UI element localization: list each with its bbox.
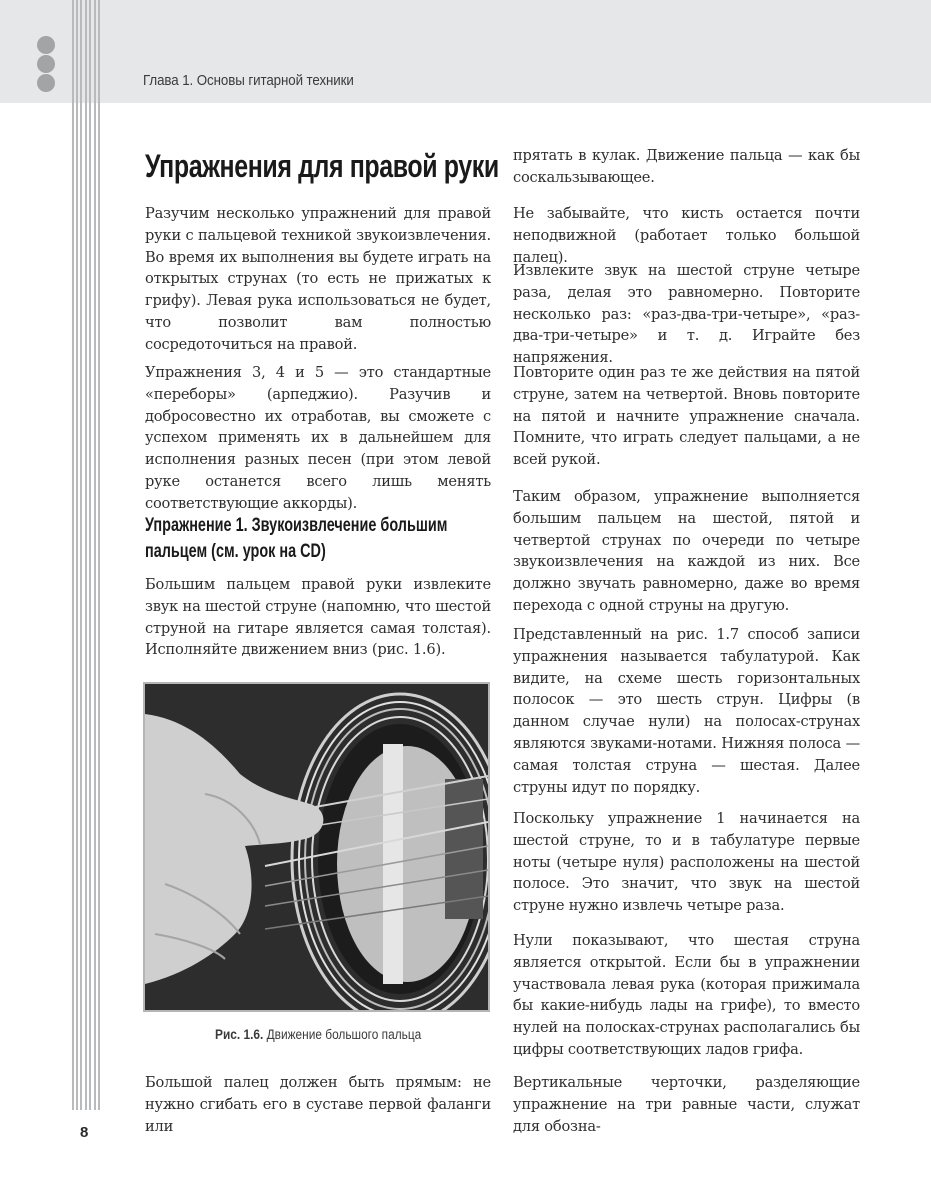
page-number: 8 [80, 1124, 89, 1141]
paragraph: прятать в кулак. Движение пальца — как бы соскальзывающее. [513, 147, 860, 186]
paragraph: Разучим несколько упражнений для правой руки с пальцевой техникой звукоизвлечения. Во время их выполнения вы будете играть на открытых струнах (то есть не прижатых к грифу). Левая рука использоваться не будет, что позволит вам полностью сосредоточиться на правой. [145, 205, 491, 353]
decor-line [80, 0, 82, 1110]
decor-line [85, 0, 87, 1110]
decor-line [72, 0, 74, 1110]
paragraph: Повторите один раз те же действия на пятой струне, затем на четвертой. Вновь повторите на пятой и начните упражнение сначала. Помните, что играть следует пальцами, а не всей рукой. [513, 364, 860, 469]
figure-caption [145, 1027, 491, 1042]
paragraph: Поскольку упражнение 1 начинается на шестой струне, то и в табулатуре первые ноты (четыре нуля) расположены на шестой полосе. Это значит, что звук на шестой струне нужно извлечь четыре раза. [513, 810, 860, 915]
decor-string-lines [71, 0, 101, 1110]
paragraph: Извлеките звук на шестой струне четыре раза, делая это равномерно. Повторите несколько раз: «раз-два-три-четыре», «раз-два-три-четыре» и т. д. Играйте без напряжения. [513, 262, 860, 367]
decor-line [89, 0, 91, 1110]
paragraph: Большой палец должен быть прямым: не нужно сгибать его в суставе первой фаланги или [145, 1074, 491, 1135]
figure-label: Рис. 1.6. [214, 1027, 264, 1042]
running-head: Глава 1. Основы гитарной техники [143, 73, 354, 89]
paragraph: Упражнения 3, 4 и 5 — это стандартные «переборы» (арпеджио). Разучив и добросовестно их отработав, вы сможете с успехом применять их в дальнейшем для исполнения разных песен (при этом левой руке останется всего лишь менять соответствующие аккорды). [145, 364, 491, 512]
figure-caption-text: Движение большого пальца [263, 1027, 422, 1042]
decor-line [76, 0, 78, 1110]
section-title: Упражнения для правой руки [145, 148, 499, 184]
decor-dot-icon [37, 36, 55, 54]
decor-dot-icon [37, 55, 55, 73]
decor-line [98, 0, 100, 1110]
paragraph: Не забывайте, что кисть остается почти неподвижной (работает только большой палец). [513, 205, 860, 266]
exercise-title: Упражнение 1. Звукоизвлечение большим пальцем (см. урок на CD) [145, 514, 448, 562]
paragraph: Вертикальные черточки, разделяющие упражнение на три равные части, служат для обозна- [513, 1074, 860, 1135]
guitar-thumb-photo-icon [145, 684, 488, 1010]
paragraph: Представленный на рис. 1.7 способ записи упражнения называется табулатурой. Как видите, на схеме шесть горизонтальных полосок — это шесть струн. Цифры (в данном случае нули) на полосах-струнах являются звуками-нотами. Нижняя полоса — самая толстая струна — шестая. Далее струны идут по порядку. [513, 626, 860, 796]
decor-dot-icon [37, 74, 55, 92]
paragraph: Большим пальцем правой руки извлеките звук на шестой струне (напомню, что шестой струной на гитаре является самая толстая). Исполняйте движением вниз (рис. 1.6). [145, 576, 491, 659]
paragraph: Таким образом, упражнение выполняется большим пальцем на шестой, пятой и четвертой струнах по очереди по четыре звукоизвлечения на каждой из них. Все должно звучать равномерно, даже во время перехода с одной струны на другую. [513, 488, 860, 614]
header-band [0, 0, 931, 103]
decor-line [94, 0, 96, 1110]
paragraph: Нули показывают, что шестая струна является открытой. Если бы в упражнении участвовала левая рука (которая прижимала бы какие-нибудь лады на грифе), то вместо нулей на полосках-струнах располагались бы цифры соответствующих ладов грифа. [513, 932, 860, 1058]
figure-thumb-photo [143, 682, 490, 1012]
